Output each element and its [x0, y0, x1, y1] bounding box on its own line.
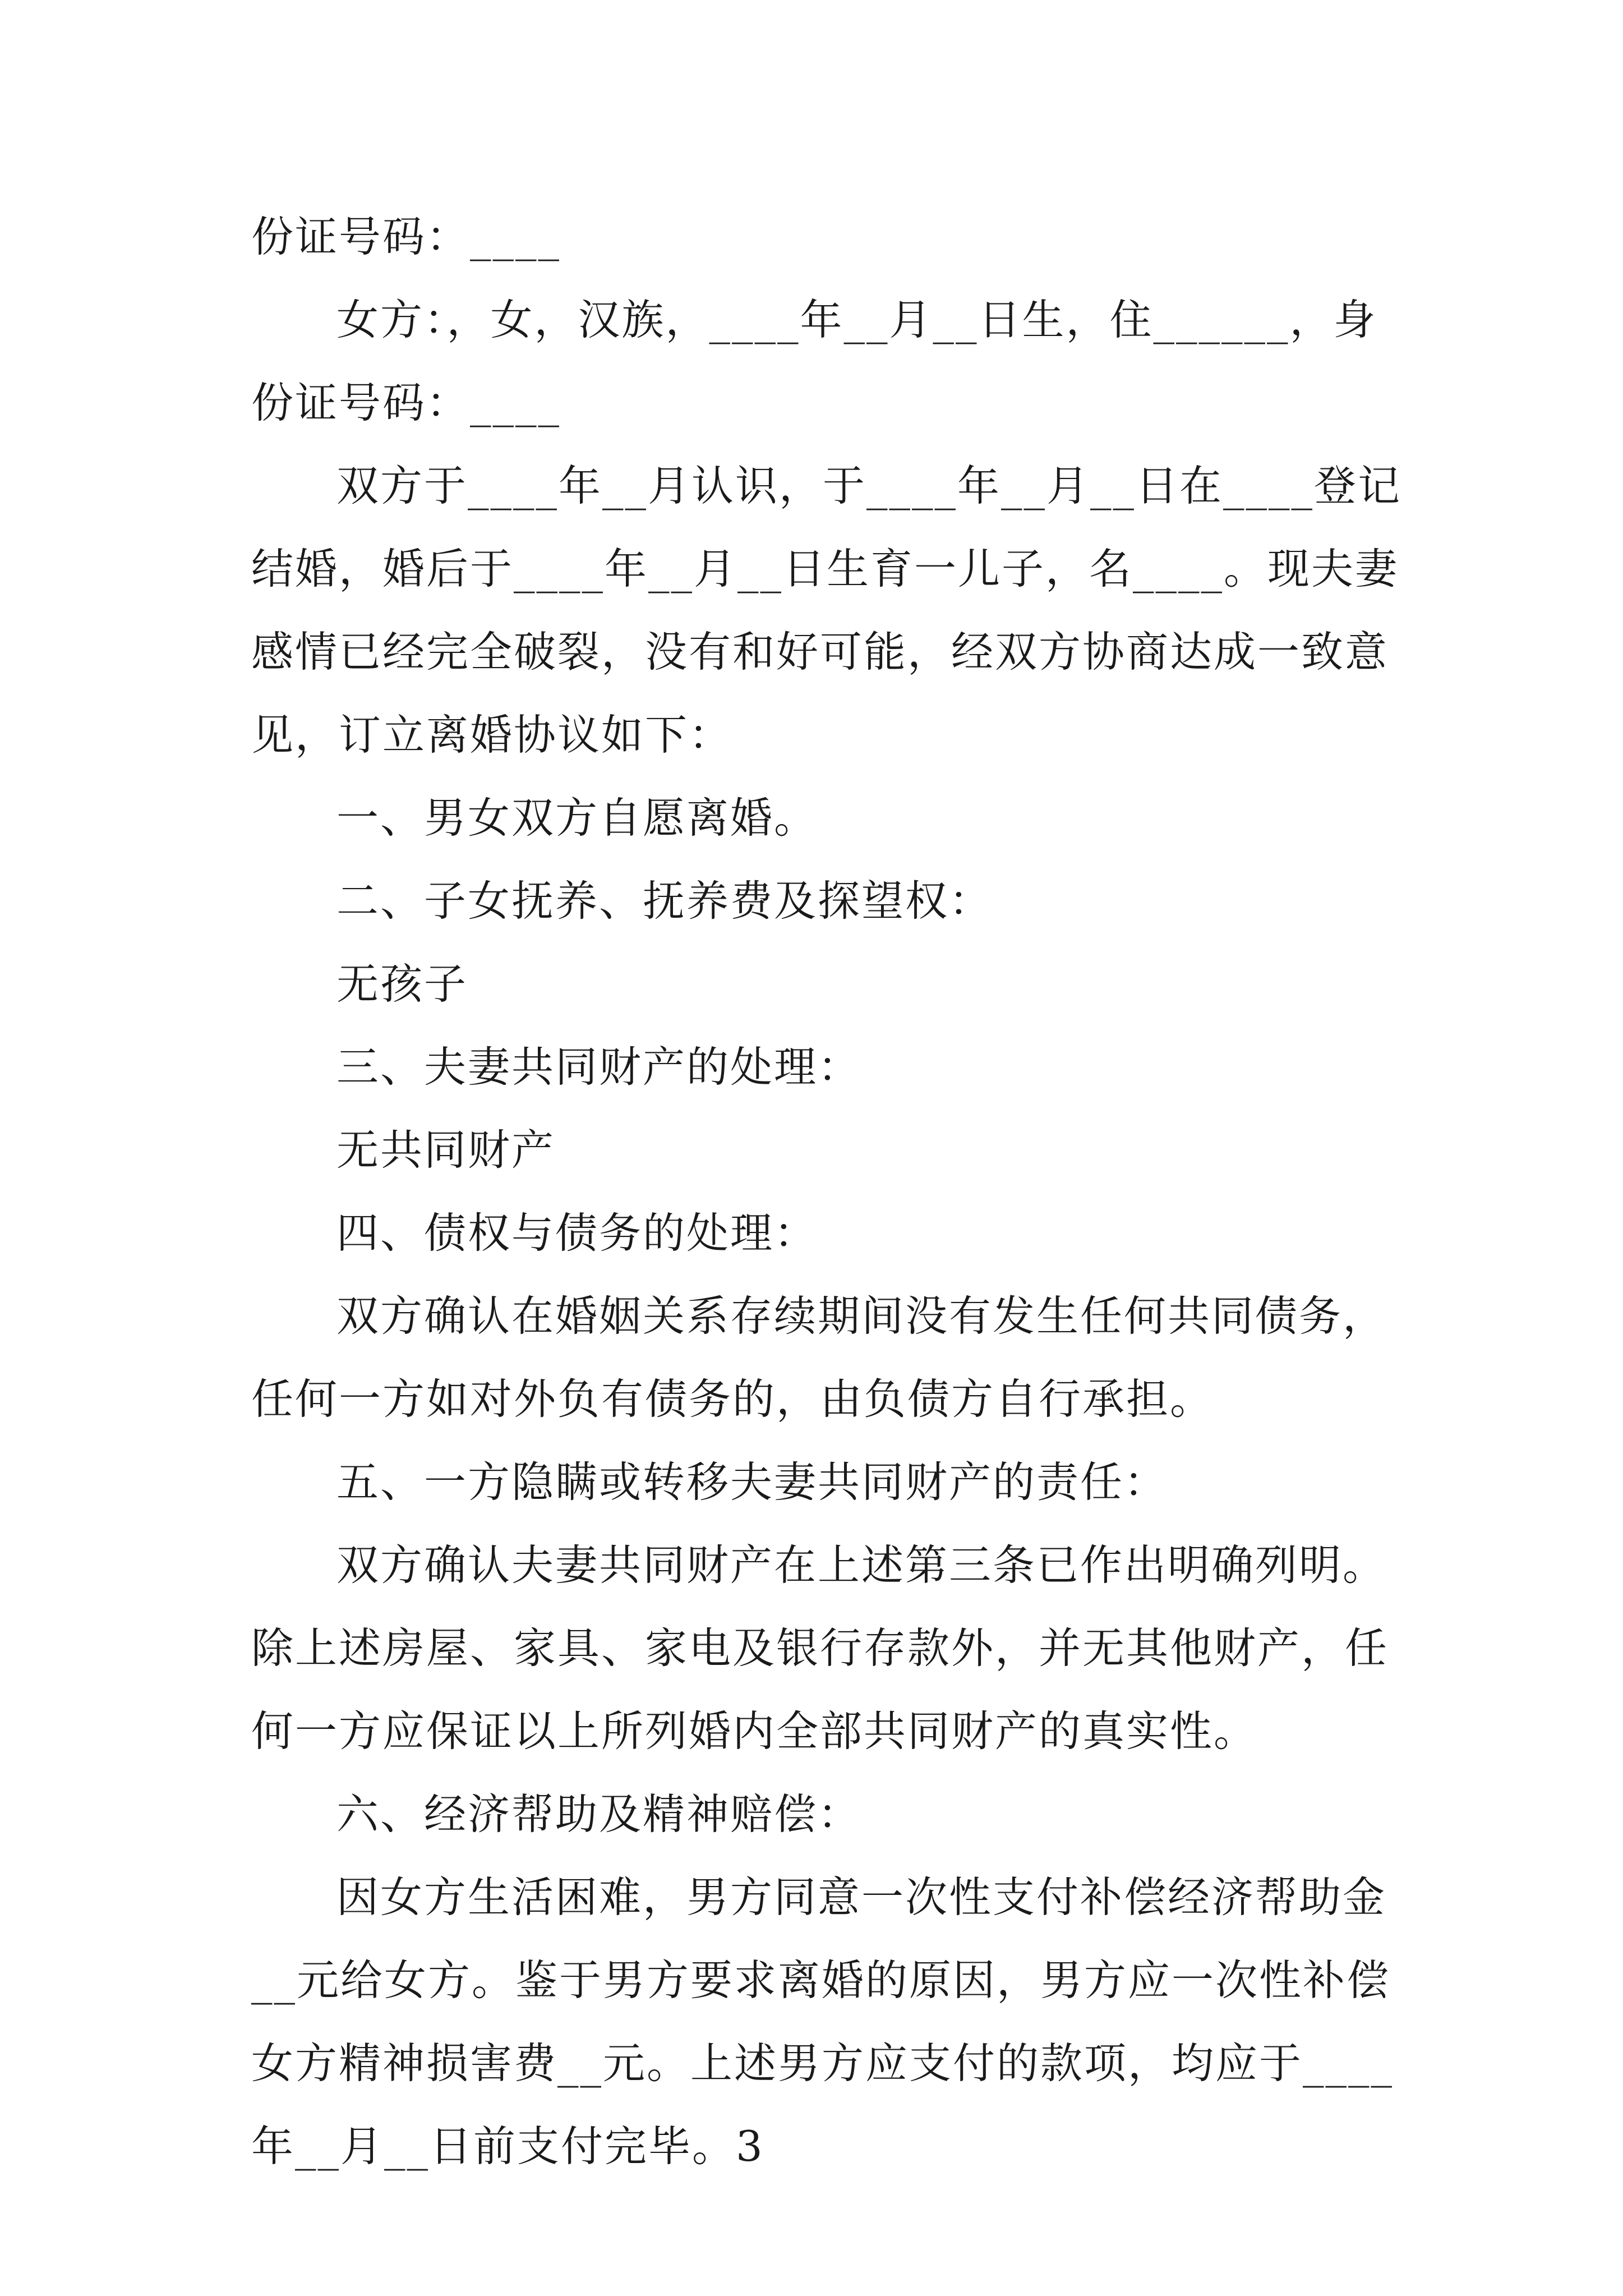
text-line: 女方精神损害费__元。上述男方应支付的款项，均应于____ — [251, 2039, 1394, 2088]
text-line: 见，订立离婚协议如下： — [251, 710, 733, 760]
text-line: 结婚，婚后于____年__月__日生育一儿子，名____。现夫妻 — [251, 544, 1399, 593]
text-line: 无孩子 — [336, 959, 468, 1009]
text-line: 感情已经完全破裂，没有和好可能，经双方协商达成一致意 — [251, 627, 1389, 677]
clause-heading: 二、子女抚养、抚养费及探望权： — [336, 876, 993, 926]
text-line: 份证号码：____ — [251, 212, 561, 261]
text-line: 年__月__日前支付完毕。3 — [251, 2122, 764, 2171]
text-line: 双方确认夫妻共同财产在上述第三条已作出明确列明。 — [336, 1540, 1387, 1590]
text-line: __元给女方。鉴于男方要求离婚的原因，男方应一次性补偿 — [251, 1955, 1391, 2005]
clause-heading: 一、男女双方自愿离婚。 — [336, 793, 818, 843]
text-line: 无共同财产 — [336, 1125, 556, 1175]
clause-heading: 五、一方隐瞒或转移夫妻共同财产的责任： — [336, 1457, 1168, 1507]
text-line: 任何一方如对外负有债务的，由负债方自行承担。 — [251, 1374, 1214, 1424]
text-line: 份证号码：____ — [251, 378, 561, 427]
text-line: 双方于____年__月认识，于____年__月__日在____登记 — [336, 461, 1402, 510]
document-body — [251, 195, 1402, 2188]
text-line: 因女方生活困难，男方同意一次性支付补偿经济帮助金 — [336, 1872, 1387, 1922]
clause-heading: 三、夫妻共同财产的处理： — [336, 1042, 862, 1092]
text-line: 双方确认在婚姻关系存续期间没有发生任何共同债务， — [336, 1291, 1387, 1341]
text-line: 何一方应保证以上所列婚内全部共同财产的真实性。 — [251, 1706, 1258, 1756]
clause-heading: 六、经济帮助及精神赔偿： — [336, 1789, 862, 1839]
clause-heading: 四、债权与债务的处理： — [336, 1208, 818, 1258]
text-line: 除上述房屋、家具、家电及银行存款外，并无其他财产，任 — [251, 1623, 1389, 1673]
text-line: 女方：，女，汉族，____年__月__日生，住______，身 — [336, 295, 1377, 344]
